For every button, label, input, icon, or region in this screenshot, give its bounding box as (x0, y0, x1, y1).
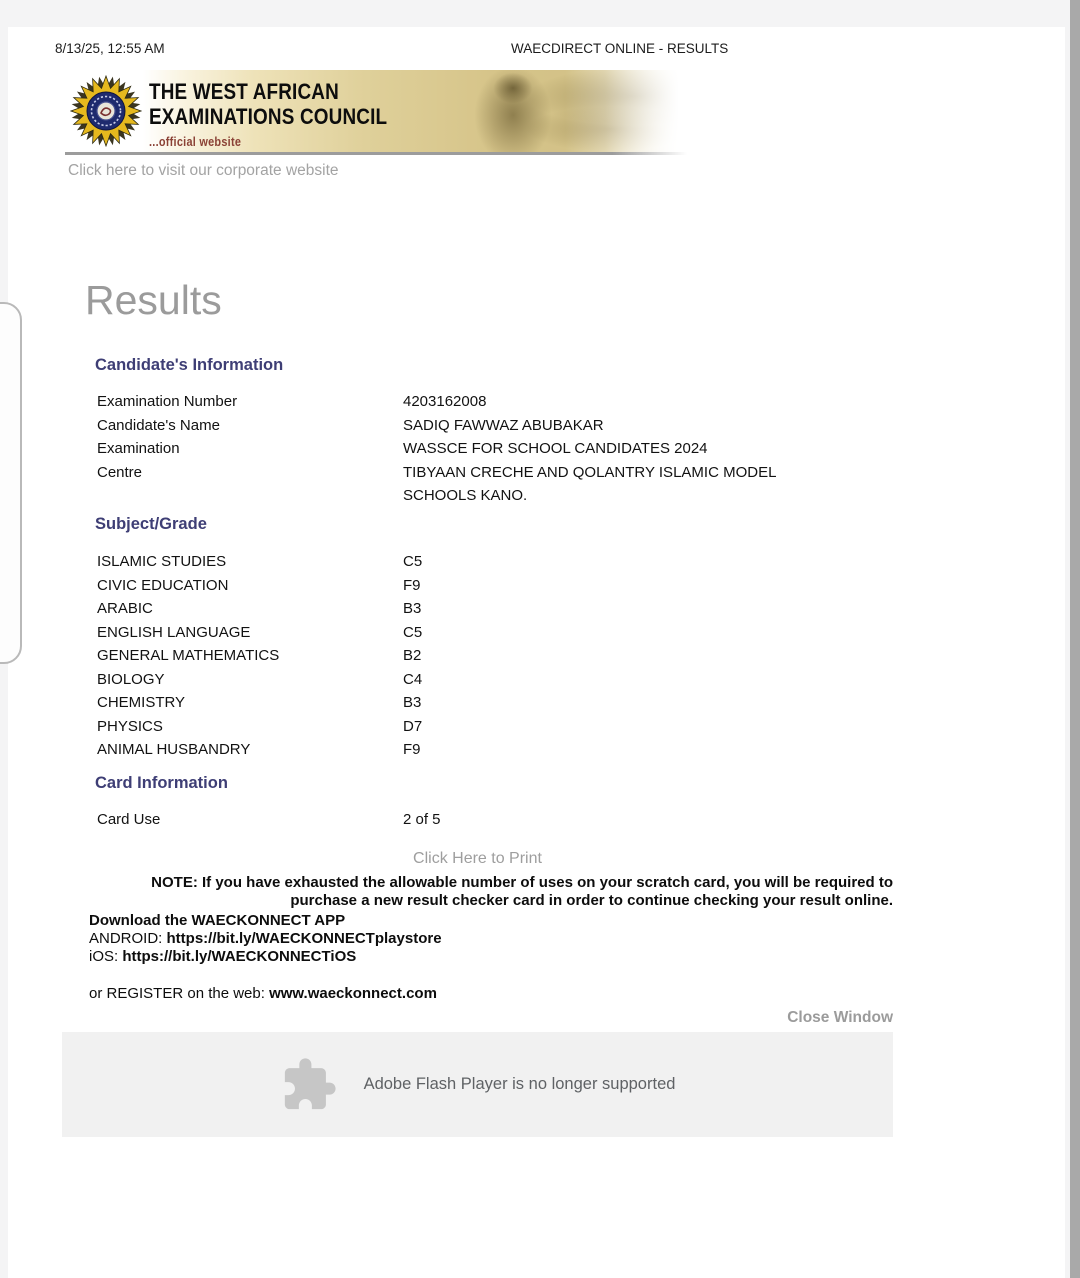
subject-name: GENERAL MATHEMATICS (97, 647, 280, 664)
subject-grade: C5 (403, 623, 423, 641)
info-value: TIBYAAN CRECHE AND QOLANTRY ISLAMIC MODEL SCHOOLS KANO. (403, 463, 776, 504)
table-row (97, 574, 795, 598)
candidate-info-table (97, 390, 795, 507)
close-window-link[interactable]: Close Window (787, 1009, 893, 1026)
flash-message: Adobe Flash Player is no longer supported (363, 1075, 676, 1093)
subject-name: ISLAMIC STUDIES (97, 553, 227, 570)
card-info-table (97, 808, 795, 832)
subject-grade: B3 (403, 694, 422, 711)
subject-grade: F9 (403, 741, 421, 758)
print-datetime: 8/13/25, 12:55 AM (55, 41, 165, 56)
subject-grade: D7 (403, 717, 423, 735)
android-label: ANDROID: (89, 930, 167, 947)
table-row (97, 738, 795, 762)
ios-label: iOS: (89, 948, 123, 965)
subject-grade: C4 (403, 670, 423, 688)
org-name-block (149, 79, 387, 149)
register-label: or REGISTER on the web: (89, 985, 270, 1002)
waeckonnect-promo (89, 912, 442, 966)
subject-name: PHYSICS (97, 717, 163, 735)
register-line (89, 985, 437, 1002)
download-app-heading: Download the WAECKONNECT APP (89, 912, 346, 929)
candidate-info-heading: Candidate's Information (95, 356, 284, 374)
subject-name: CIVIC EDUCATION (97, 576, 229, 594)
card-info-heading: Card Information (95, 774, 228, 792)
subject-name: BIOLOGY (97, 670, 165, 688)
corporate-website-link[interactable]: Click here to visit our corporate website (68, 162, 339, 179)
register-url: www.waeckonnect.com (269, 985, 437, 1002)
table-row (97, 461, 795, 507)
document-title: WAECDIRECT ONLINE - RESULTS (511, 41, 729, 56)
table-row (97, 550, 795, 574)
info-label: Examination Number (97, 393, 238, 410)
note-line2: purchase a new result checker card in order to continue checking your result online. (290, 892, 893, 909)
table-row (97, 644, 795, 668)
official-website-tagline: ...official website (149, 134, 242, 150)
note-line1: NOTE: If you have exhausted the allowable number of uses on your scratch card, you will be required to (151, 874, 893, 891)
subject-grade: B2 (403, 647, 422, 664)
note-text (62, 874, 896, 910)
results-page (8, 27, 1065, 1278)
flash-unsupported-banner (62, 1032, 893, 1137)
org-name-line2: EXAMINATIONS COUNCIL (149, 104, 388, 130)
table-row (97, 691, 795, 715)
puzzle-piece-icon (280, 1056, 338, 1114)
card-use-label: Card Use (97, 811, 161, 828)
table-row (97, 414, 795, 438)
subject-name: ANIMAL HUSBANDRY (97, 741, 251, 758)
ios-url: https://bit.ly/WAECKONNECTiOS (122, 948, 357, 965)
info-label: Candidate's Name (97, 416, 220, 434)
card-use-value: 2 of 5 (403, 811, 441, 828)
table-row (97, 597, 795, 621)
android-line (89, 930, 442, 948)
info-value: SADIQ FAWWAZ ABUBAKAR (403, 416, 604, 434)
subject-grade: B3 (403, 600, 422, 617)
subject-name: CHEMISTRY (97, 694, 186, 711)
table-row (97, 621, 795, 645)
table-row (97, 808, 795, 832)
subject-name: ENGLISH LANGUAGE (97, 623, 251, 641)
waec-logo-icon (70, 75, 142, 147)
ios-line (89, 948, 442, 966)
vertical-scrollbar[interactable] (1070, 0, 1080, 1278)
subject-grade-table (97, 550, 795, 762)
print-link[interactable]: Click Here to Print (413, 850, 542, 867)
table-row (97, 668, 795, 692)
subject-grade: F9 (403, 576, 421, 594)
waec-banner (65, 70, 687, 152)
table-row (97, 715, 795, 739)
edge-drawer-handle[interactable] (0, 302, 22, 664)
org-name-line1: THE WEST AFRICAN (149, 79, 339, 104)
info-value: WASSCE FOR SCHOOL CANDIDATES 2024 (403, 440, 708, 457)
subject-name: ARABIC (97, 600, 153, 617)
table-row (97, 390, 795, 414)
info-value: 4203162008 (403, 393, 487, 410)
subject-grade-heading: Subject/Grade (95, 515, 207, 533)
info-label: Centre (97, 463, 143, 481)
print-meta-header (8, 41, 1065, 59)
page-title: Results (85, 277, 222, 323)
android-url: https://bit.ly/WAECKONNECTplaystore (166, 930, 442, 947)
info-label: Examination (97, 440, 180, 457)
subject-grade: C5 (403, 553, 423, 570)
table-row (97, 437, 795, 461)
